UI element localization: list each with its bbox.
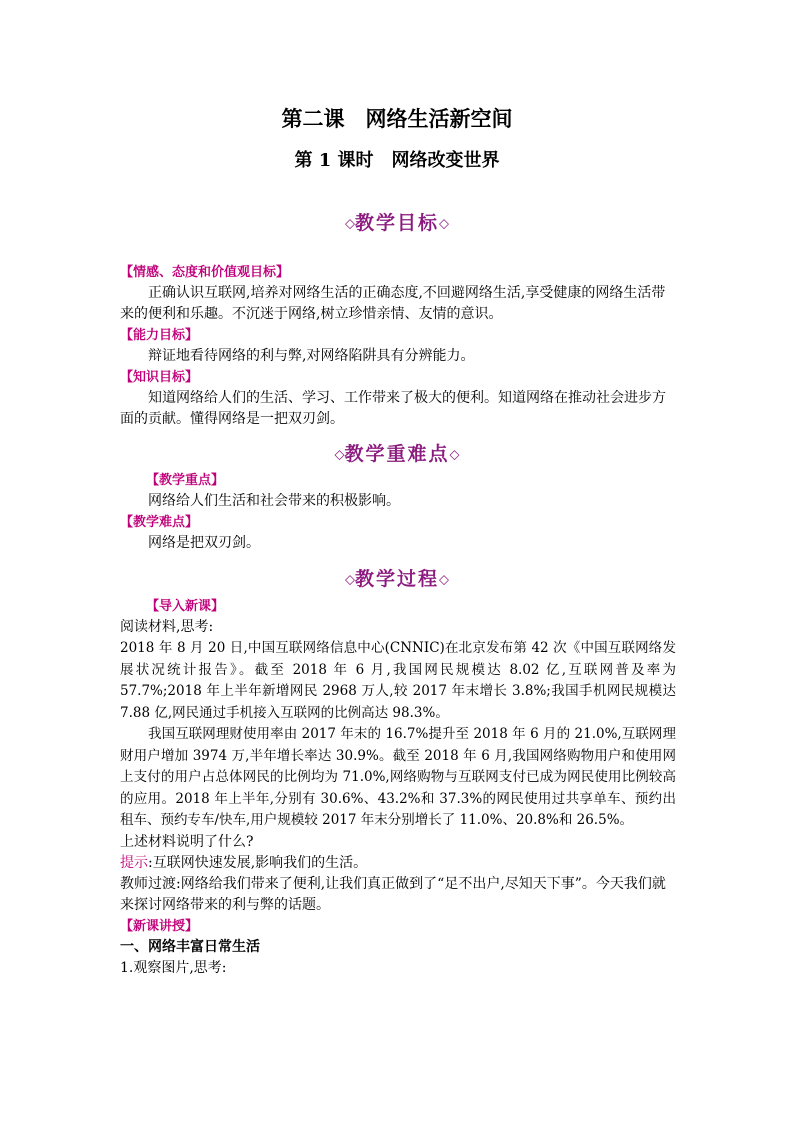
focus-text: 网络给人们生活和社会带来的积极影响。 [148,493,400,509]
teacher-transition: 教师过渡:网络给我们带来了便利,让我们真正做到了“足不出户,尽知天下事”。今天我们就来探讨网络带来的利与弊的话题。 [120,875,666,913]
focus-tag: 【教学重点】 [146,473,225,488]
diamond-icon: ◇ [334,447,345,463]
read-prompt: 阅读材料,思考: [120,619,214,635]
section-keypoints-heading: ◇教学重难点◇ [334,443,460,465]
diamond-icon: ◇ [449,447,460,463]
diamond-icon: ◇ [344,572,355,588]
tip-label: 提示 [120,854,148,871]
part1-title: 一、网络丰富日常生活 [120,938,260,955]
ability-goal-tag: 【能力目标】 [120,328,199,343]
diamond-icon: ◇ [439,572,449,588]
emotion-goal-tag: 【情感、态度和价值观目标】 [120,265,290,280]
step1-text: 1.观察图片,思考: [120,959,227,976]
intro-tag: 【导入新课】 [146,599,225,614]
difficulty-tag: 【教学难点】 [120,515,199,530]
process-block [120,596,676,979]
diamond-icon: ◇ [439,216,449,232]
tip-text: :互联网快速发展,影响我们的生活。 [148,854,368,871]
knowledge-goal-tag: 【知识目标】 [120,370,199,385]
material-paragraph-1: 2018 年 8 月 20 日,中国互联网络信息中心(CNNIC)在北京发布第 42 次《中国互联网络发展状况统计报告》。截至 2018 年 6 月,我国网民规模达 8.02 亿,互联网普及率为 57.7%;2018 年上半年新增网民 2968 万人,较 2017 年末增长 3.8%;我国手机网民规模达 7.88 亿,网民通过手机接入互联网的比例高达 98.3%。 [120,640,676,721]
tip-line [120,853,676,874]
keypoints-block [120,470,676,554]
section-process-heading: ◇教学过程◇ [344,568,449,590]
knowledge-goal-text: 知道网络给人们的生活、学习、工作带来了极大的便利。知道网络在推动社会进步方面的贡献。懂得网络是一把双刃剑。 [120,390,666,427]
section-goals-heading: ◇教学目标◇ [344,212,449,234]
diamond-icon: ◇ [344,216,355,232]
ability-goal-text: 辩证地看待网络的利与弊,对网络陷阱具有分辨能力。 [148,348,475,364]
goals-block [120,262,676,430]
lesson-subtitle: 第 1 课时 网络改变世界 [294,150,500,171]
lesson-title: 第二课 网络生活新空间 [281,106,513,131]
question-text: 上述材料说明了什么? [120,833,254,850]
lecture-tag: 【新课讲授】 [120,918,199,934]
difficulty-text: 网络是把双刃剑。 [148,535,260,551]
emotion-goal-text: 正确认识互联网,培养对网络生活的正确态度,不回避网络生活,享受健康的网络生活带来的便利和乐趣。不沉迷于网络,树立珍惜亲情、友情的意识。 [120,285,666,322]
material-paragraph-2: 我国互联网理财使用率由 2017 年末的 16.7%提升至 2018 年 6 月的 21.0%,互联网理财用户增加 3974 万,半年增长率达 30.9%。截至 2018 年 6 月,我国网络购物用户和使用网上支付的用户占总体网民的比例均为 71.0%,网络购物与互联网支付已成为网民使用比例较高的应用。2018 年上半年,分别有 30.6%、43.2%和 37.3%的网民使用过共享单车、预约出租车、预约专车/快车,用户规模较 2017 年末分别增长了 11.0%、20.8%和 26.5%。 [120,726,676,828]
